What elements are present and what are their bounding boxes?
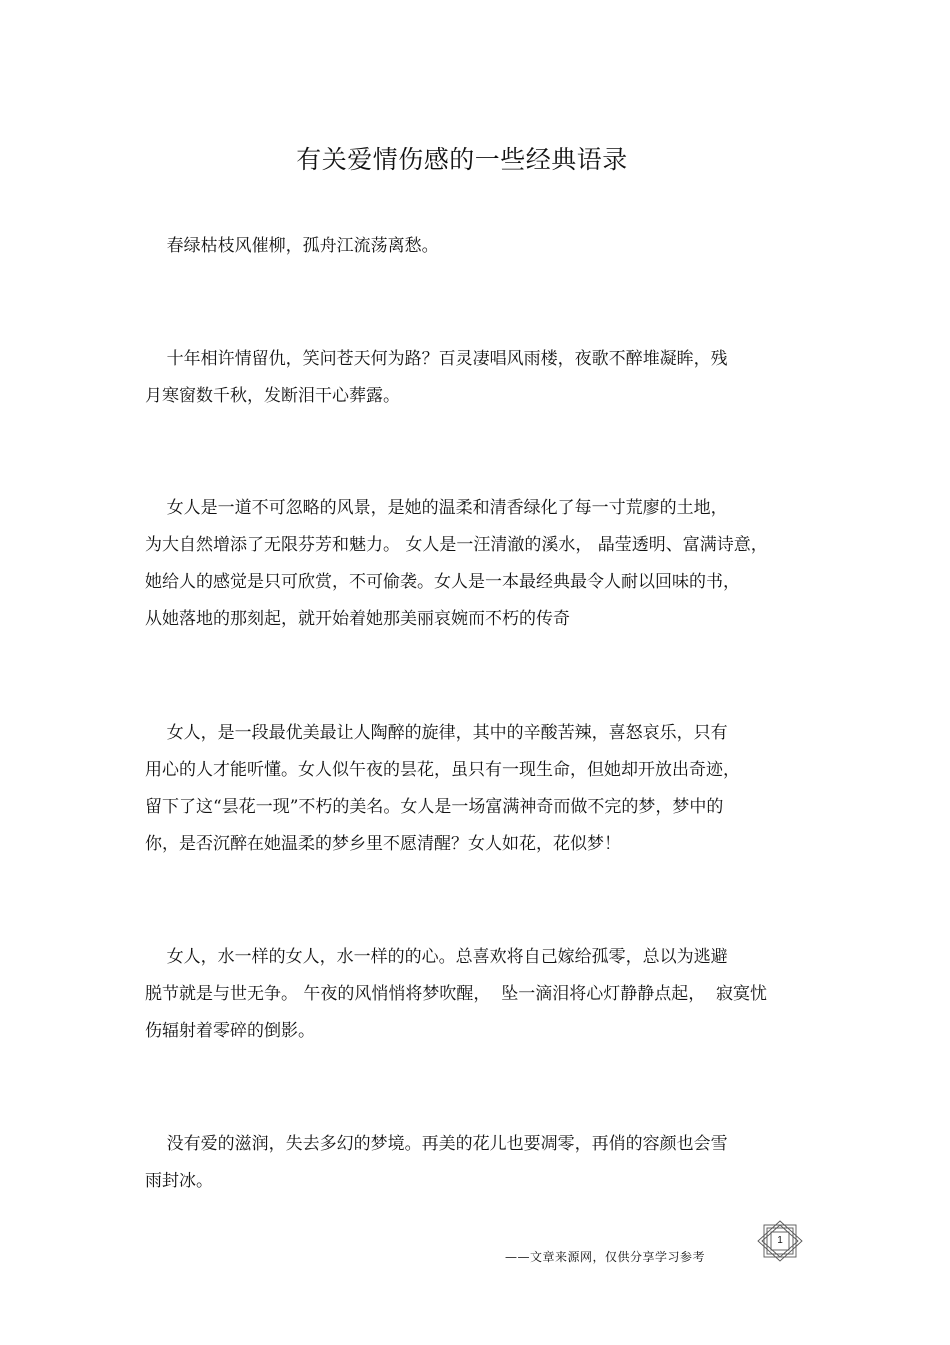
paragraph-line: 为大自然增添了无限芬芳和魅力。 女人是一汪清澈的溪水， 晶莹透明、富满诗意， [145, 535, 768, 555]
footer-source-note: ——文章来源网，仅供分享学习参考 [505, 1250, 706, 1264]
page-number: 1 [777, 1235, 783, 1246]
paragraph-line: 十年相许情留仇，笑问苍天何为路？百灵凄唱风雨楼，夜歌不醉堆凝眸，残 [145, 349, 728, 369]
paragraph [145, 490, 768, 638]
paragraph-line: 春绿枯枝风催柳，孤舟江流荡离愁。 [145, 236, 439, 256]
paragraph-line: 月寒窗数千秋，发断泪干心葬露。 [145, 386, 400, 406]
paragraph-line: 女人，是一段最优美最让人陶醉的旋律，其中的辛酸苦辣，喜怒哀乐，只有 [145, 723, 728, 743]
paragraph-line: 雨封冰。 [145, 1171, 213, 1191]
paragraph [145, 1126, 728, 1200]
paragraph-line: 她给人的感觉是只可欣赏，不可偷袭。女人是一本最经典最令人耐以回味的书， [145, 572, 740, 592]
paragraph [145, 341, 728, 415]
paragraph-line: 女人，水一样的女人，水一样的的心。总喜欢将自己嫁给孤零，总以为逃避 [145, 947, 728, 967]
page-title: 有关爱情伤感的一些经典语录 [296, 145, 628, 174]
paragraph-line: 从她落地的那刻起，就开始着她那美丽哀婉而不朽的传奇 [145, 609, 570, 629]
paragraph-line: 伤辐射着零碎的倒影。 [145, 1021, 315, 1041]
paragraph-line: 留下了这“昙花一现”不朽的美名。女人是一场富满神奇而做不完的梦，梦中的 [145, 797, 724, 817]
paragraph-line: 你，是否沉醉在她温柔的梦乡里不愿清醒？女人如花，花似梦！ [145, 834, 621, 854]
paragraph [145, 715, 740, 863]
paragraph [145, 939, 767, 1050]
paragraph-line: 没有爱的滋润，失去多幻的梦境。再美的花儿也要凋零，再俏的容颜也会雪 [145, 1134, 728, 1154]
paragraph-line: 脱节就是与世无争。 午夜的风悄悄将梦吹醒， 坠一滴泪将心灯静静点起， 寂寞忧 [145, 984, 768, 1004]
paragraph-line: 女人是一道不可忽略的风景，是她的温柔和清香绿化了每一寸荒廖的土地， [145, 498, 728, 518]
paragraph [145, 228, 439, 265]
paragraph-line: 用心的人才能听懂。女人似午夜的昙花，虽只有一现生命，但她却开放出奇迹， [145, 760, 740, 780]
